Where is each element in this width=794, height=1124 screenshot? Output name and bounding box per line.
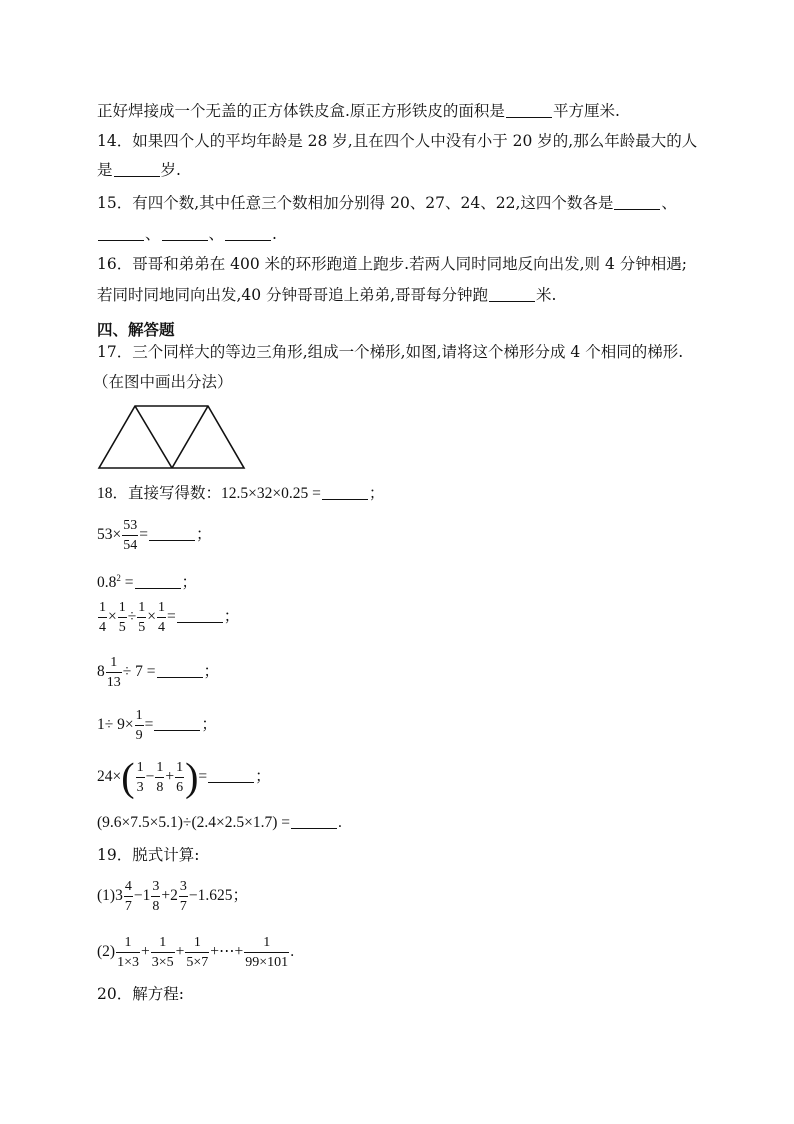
answer-blank xyxy=(114,162,160,177)
q18-expr5: 8 $\frac{1}{13}$ ÷ 7 = ； xyxy=(97,654,220,690)
fraction: $\frac{3}{7}$ xyxy=(179,878,187,914)
fraction: $\frac{3}{8}$ xyxy=(152,878,160,914)
fraction: $\frac{1}{5}$ xyxy=(138,599,146,635)
q19-label: 19．脱式计算: xyxy=(97,846,200,864)
fraction: $\frac{53}{54}$ xyxy=(123,517,138,553)
fraction: $\frac{1}{4}$ xyxy=(99,599,106,635)
fraction: $\frac{1}{3\times 5}$ xyxy=(151,934,174,970)
q18-expr8: (9.6×7.5×5.1)÷(2.4×2.5×1.7) = . xyxy=(97,814,342,831)
fraction: $\frac{4}{7}$ xyxy=(124,878,132,914)
q18-expr6: 1÷ 9× $\frac{1}{9}$ = ； xyxy=(97,707,217,743)
fraction: $\frac{1}{8}$ xyxy=(156,759,164,795)
q17-note: （在图中画出分法） xyxy=(93,373,233,391)
q19-part2: (2) $\frac{1}{1\times 3}$ + $\frac{1}{3\times 5}$ + $\frac{1}{5\times 7}$ +⋯+ $\frac{1}{99\times 101}$ . xyxy=(97,934,295,970)
answer-blank xyxy=(489,287,535,302)
q18-expr7: 24×( $\frac{1}{3}$ − $\frac{1}{8}$ + $\frac{1}{6}$ )= ； xyxy=(97,754,271,800)
answer-blank xyxy=(162,226,208,241)
q17-text: 17．三个同样大的等边三角形,组成一个梯形,如图,请将这个梯形分成 4 个相同的梯形. xyxy=(97,343,684,361)
answer-blank xyxy=(506,103,552,118)
triangle-edge-left xyxy=(135,406,172,468)
fraction: $\frac{1}{99\times 101}$ xyxy=(245,934,289,970)
answer-blank xyxy=(154,716,200,731)
q19-part1: (1)3 $\frac{4}{7}$ −1 $\frac{3}{8}$ +2 $\frac{3}{7}$ −1.625； xyxy=(97,878,248,914)
answer-blank xyxy=(177,608,223,623)
section-heading: 四、解答题 xyxy=(97,321,175,339)
fraction: $\frac{1}{9}$ xyxy=(135,707,143,743)
answer-blank xyxy=(322,485,368,500)
q15-line1: 15．有四个数,其中任意三个数相加分别得 20、27、24、22,这四个数各是 、 xyxy=(97,194,677,212)
q18-expr2: 53× $\frac{53}{54}$ = ； xyxy=(97,517,212,553)
q18-expr4: $\frac{1}{4}$ × $\frac{1}{5}$ ÷ $\frac{1}{5}$ × $\frac{1}{4}$ = ； xyxy=(99,599,240,635)
answer-blank xyxy=(157,663,203,678)
answer-blank xyxy=(135,574,181,589)
q16-line1: 16．哥哥和弟弟在 400 米的环形跑道上跑步.若两人同时同地反向出发,则 4 分钟相遇; xyxy=(97,255,687,273)
q20-label: 20．解方程: xyxy=(97,985,184,1003)
triangle-edge-right xyxy=(172,406,208,468)
q14-line2: 是 岁. xyxy=(97,161,181,179)
q18-expr3: $0.8^2$ = ； xyxy=(97,573,198,592)
answer-blank xyxy=(149,526,195,541)
answer-blank xyxy=(208,768,254,783)
left-paren: ( xyxy=(121,754,135,800)
answer-blank xyxy=(614,195,660,210)
fraction: $\frac{1}{5}$ xyxy=(118,599,126,635)
answer-blank xyxy=(98,226,144,241)
q14-line1: 14．如果四个人的平均年龄是 28 岁,且在四个人中没有小于 20 岁的,那么年龄最大的人 xyxy=(97,132,698,150)
right-paren: ) xyxy=(185,754,199,800)
q16-line2: 若同时同地同向出发,40 分钟哥哥追上弟弟,哥哥每分钟跑 米. xyxy=(97,286,557,304)
fraction: $\frac{1}{13}$ xyxy=(106,654,121,690)
fraction: $\frac{1}{5\times 7}$ xyxy=(186,934,209,970)
q18-line1: 18．直接写得数：12.5×32×0.25 = ； xyxy=(97,485,385,502)
fraction: $\frac{1}{3}$ xyxy=(136,759,144,795)
fraction: $\frac{1}{6}$ xyxy=(176,759,184,795)
answer-blank xyxy=(291,814,337,829)
answer-blank xyxy=(225,226,271,241)
trapezoid-figure xyxy=(95,402,251,472)
fraction: $\frac{1}{1\times 3}$ xyxy=(117,934,139,970)
fraction: $\frac{1}{4}$ xyxy=(158,599,166,635)
q15-line2: 、 、 . xyxy=(97,224,277,244)
trapezoid-outline xyxy=(99,406,244,468)
q13-continuation: 正好焊接成一个无盖的正方体铁皮盒.原正方形铁皮的面积是 平方厘米. xyxy=(97,102,620,120)
